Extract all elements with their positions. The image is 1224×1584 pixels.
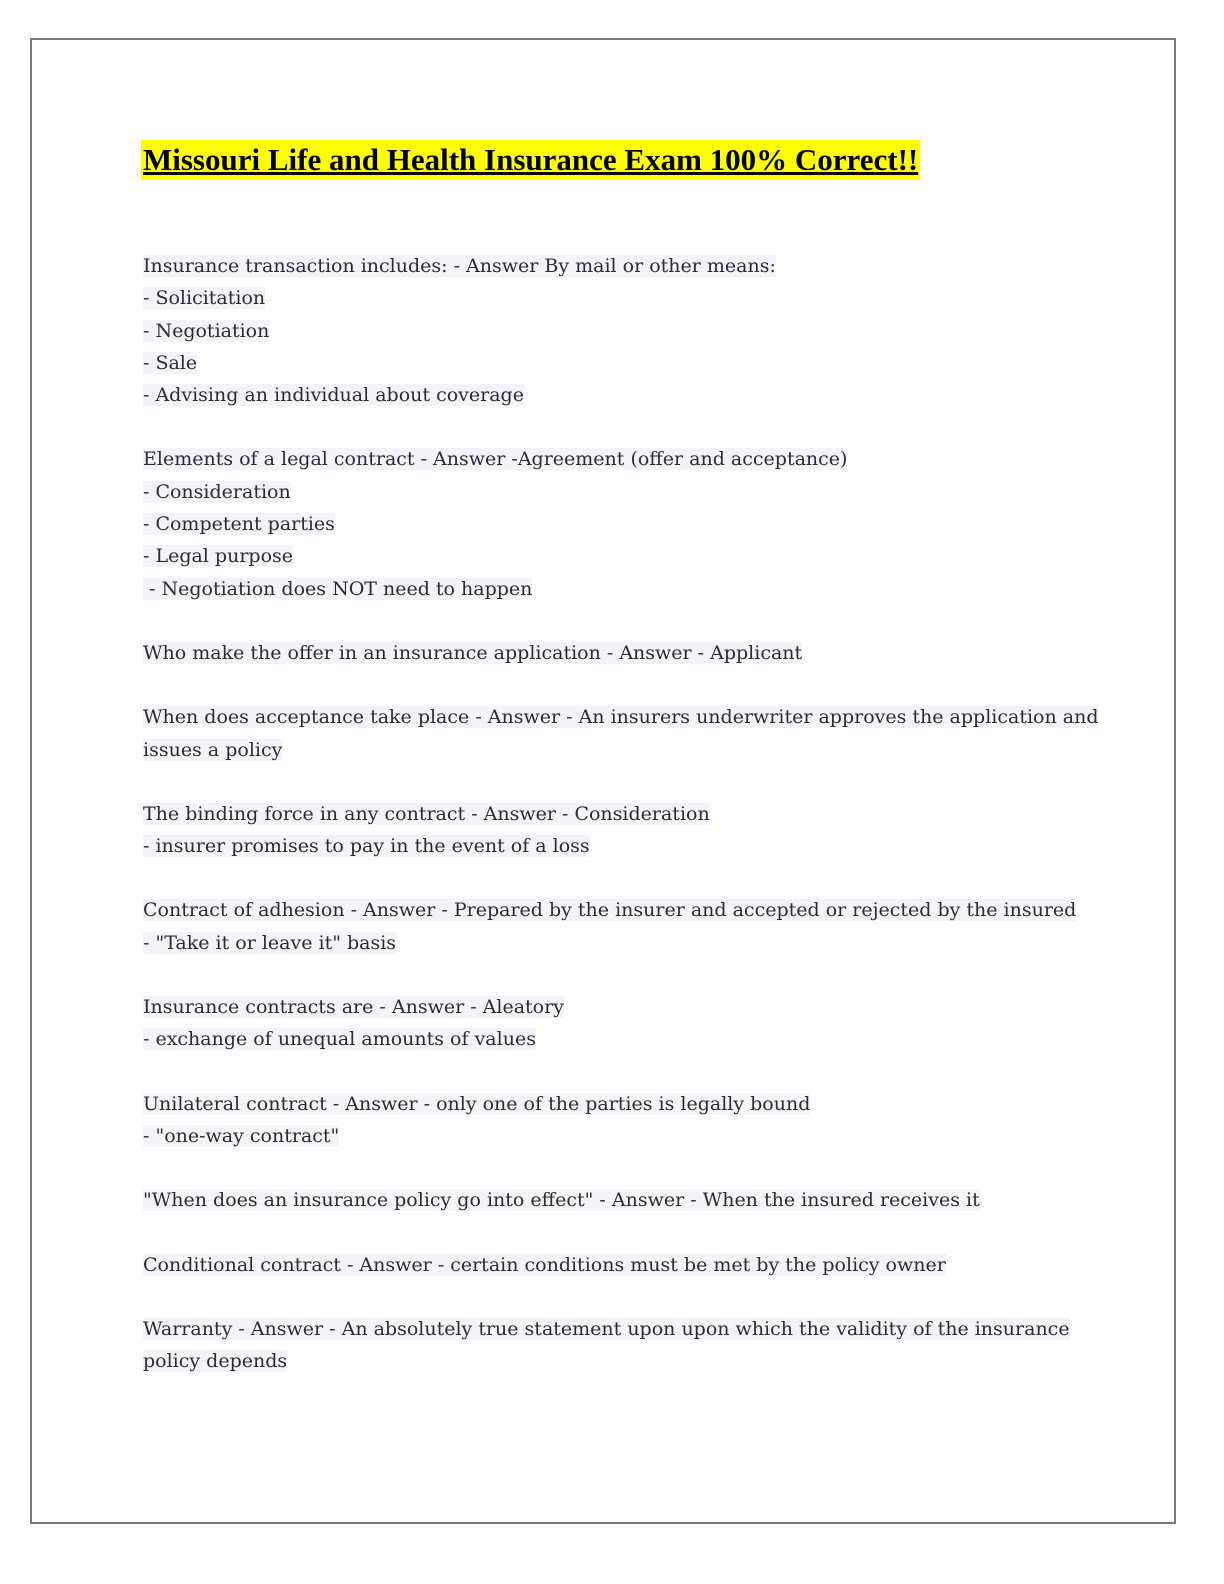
qa-line-text: - Advising an individual about coverage — [143, 384, 524, 407]
document-title: Missouri Life and Health Insurance Exam 100% Correct!! — [141, 140, 920, 180]
qa-line-text: Contract of adhesion - Answer - Prepared by the insurer and accepted or rejected by the insured — [143, 899, 1077, 922]
qa-item — [143, 1184, 1043, 1216]
qa-line-text: - "Take it or leave it" basis — [143, 931, 397, 954]
qa-item — [143, 637, 1043, 669]
qa-line-text: - Competent parties — [143, 513, 335, 536]
qa-list — [143, 250, 1099, 1377]
qa-line-text: Conditional contract - Answer - certain conditions must be met by the policy owner — [143, 1253, 946, 1276]
qa-line-text: - "one-way contract" — [143, 1124, 340, 1147]
qa-item — [143, 250, 1043, 411]
qa-question-line — [143, 637, 1043, 669]
qa-line-text: Insurance contracts are - Answer - Aleatory — [143, 996, 564, 1019]
qa-item — [143, 701, 1099, 766]
qa-answer-line — [143, 476, 1043, 508]
qa-line-text: Who make the offer in an insurance application - Answer - Applicant — [143, 641, 803, 664]
qa-answer-line — [143, 1023, 1043, 1055]
qa-item — [143, 1249, 1043, 1281]
qa-question-line — [143, 250, 1043, 282]
qa-item — [143, 1313, 1070, 1378]
qa-line-text: - Solicitation — [143, 287, 266, 310]
qa-item — [143, 798, 1043, 863]
qa-line-text: The binding force in any contract - Answer - Consideration — [143, 802, 710, 825]
qa-question-line — [143, 701, 1099, 733]
qa-line-text: - Legal purpose — [143, 545, 294, 568]
qa-line-text: Warranty - Answer - An absolutely true statement upon upon which the validity of the insurance — [143, 1317, 1070, 1340]
qa-answer-line — [143, 1120, 1043, 1152]
qa-question-line — [143, 991, 1043, 1023]
qa-question-line — [143, 1088, 1043, 1120]
qa-line-text: Elements of a legal contract - Answer -Agreement (offer and acceptance) — [143, 448, 848, 471]
qa-question-line — [143, 1313, 1070, 1345]
qa-item — [143, 443, 1043, 604]
qa-question-line — [143, 443, 1043, 475]
qa-line-text: - exchange of unequal amounts of values — [143, 1028, 536, 1051]
qa-line-text: Insurance transaction includes: - Answer By mail or other means: — [143, 255, 776, 277]
qa-answer-line — [143, 315, 1043, 347]
qa-answer-line — [143, 830, 1043, 862]
qa-answer-line — [143, 379, 1043, 411]
qa-line-text: "When does an insurance policy go into effect" - Answer - When the insured receives it — [143, 1189, 980, 1212]
qa-line-text: - Negotiation — [143, 319, 270, 342]
qa-line-text: - insurer promises to pay in the event of a loss — [143, 835, 590, 858]
qa-answer-line — [143, 282, 1043, 314]
qa-line-text: issues a policy — [143, 738, 283, 761]
qa-line-text: When does acceptance take place - Answer - An insurers underwriter approves the application and — [143, 706, 1099, 729]
qa-answer-line — [143, 573, 1043, 605]
qa-line-text: Unilateral contract - Answer - only one of the parties is legally bound — [143, 1092, 811, 1115]
qa-line-text: - Consideration — [143, 480, 291, 503]
qa-item — [143, 1088, 1043, 1153]
qa-line-text: - Sale — [143, 351, 198, 374]
qa-answer-line — [143, 508, 1043, 540]
qa-question-line — [143, 798, 1043, 830]
qa-line-text: - Negotiation does NOT need to happen — [143, 577, 533, 600]
qa-answer-line — [143, 927, 1043, 959]
qa-question-line — [143, 1184, 1043, 1216]
qa-line-text: policy depends — [143, 1350, 288, 1373]
qa-question-line — [143, 1249, 1043, 1281]
qa-item — [143, 991, 1043, 1056]
qa-answer-line — [143, 734, 1043, 766]
qa-answer-line — [143, 347, 1043, 379]
qa-answer-line — [143, 540, 1043, 572]
document-body — [143, 140, 1099, 1409]
qa-question-line — [143, 894, 1077, 926]
qa-answer-line — [143, 1345, 1043, 1377]
qa-item — [143, 894, 1077, 959]
